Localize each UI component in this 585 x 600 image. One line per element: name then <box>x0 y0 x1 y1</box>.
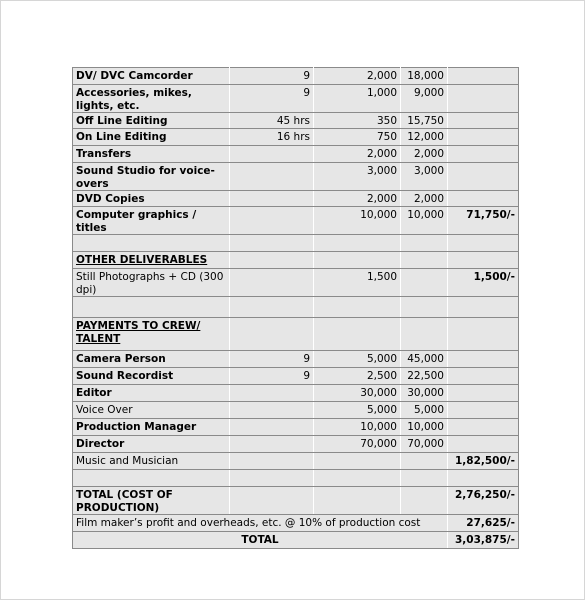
row-description: Sound Studio for voice-overs <box>73 163 230 191</box>
table-row <box>73 297 519 318</box>
row-rate: 5,000 <box>314 351 401 368</box>
row-rate: 1,000 <box>314 85 401 113</box>
row-amount: 9,000 <box>401 85 448 113</box>
row-total <box>448 68 519 85</box>
row-rate: 5,000 <box>314 402 401 419</box>
row-amount <box>401 235 448 252</box>
row-description: TOTAL (COST OF PRODUCTION) <box>73 487 230 515</box>
row-quantity <box>230 385 314 402</box>
table-row <box>73 68 519 85</box>
row-description: DV/ DVC Camcorder <box>73 68 230 85</box>
row-quantity: 9 <box>230 351 314 368</box>
row-rate: 3,000 <box>314 163 401 191</box>
row-total <box>448 318 519 351</box>
row-total <box>448 436 519 453</box>
row-amount: 22,500 <box>401 368 448 385</box>
table-row <box>73 235 519 252</box>
row-description: PAYMENTS TO CREW/ TALENT <box>73 318 230 351</box>
row-total: 1,82,500/- <box>448 453 519 470</box>
budget-table-body <box>73 68 519 515</box>
row-description <box>73 235 230 252</box>
row-rate <box>314 297 401 318</box>
row-quantity <box>230 402 314 419</box>
row-amount <box>401 269 448 297</box>
table-row <box>73 146 519 163</box>
row-quantity <box>230 453 314 470</box>
row-rate <box>314 453 401 470</box>
table-row <box>73 269 519 297</box>
row-quantity <box>230 252 314 269</box>
row-total <box>448 368 519 385</box>
row-quantity: 9 <box>230 368 314 385</box>
row-rate: 2,000 <box>314 191 401 207</box>
row-total <box>448 129 519 146</box>
row-amount: 30,000 <box>401 385 448 402</box>
row-description: Sound Recordist <box>73 368 230 385</box>
table-row <box>73 402 519 419</box>
row-amount: 5,000 <box>401 402 448 419</box>
row-total <box>448 419 519 436</box>
row-amount: 2,000 <box>401 191 448 207</box>
row-description <box>73 470 230 487</box>
row-rate: 2,000 <box>314 68 401 85</box>
row-quantity: 45 hrs <box>230 113 314 129</box>
row-quantity: 9 <box>230 85 314 113</box>
row-amount <box>401 252 448 269</box>
row-description: Transfers <box>73 146 230 163</box>
row-quantity: 9 <box>230 68 314 85</box>
row-rate: 10,000 <box>314 419 401 436</box>
row-total <box>448 351 519 368</box>
row-rate: 1,500 <box>314 269 401 297</box>
row-description: DVD Copies <box>73 191 230 207</box>
row-description: Director <box>73 436 230 453</box>
row-amount: 15,750 <box>401 113 448 129</box>
row-amount: 3,000 <box>401 163 448 191</box>
row-description <box>73 297 230 318</box>
row-rate <box>314 235 401 252</box>
row-rate: 30,000 <box>314 385 401 402</box>
row-total <box>448 146 519 163</box>
grand-total-label: TOTAL <box>73 532 448 549</box>
table-row <box>73 191 519 207</box>
row-total <box>448 402 519 419</box>
row-description: OTHER DELIVERABLES <box>73 252 230 269</box>
row-rate <box>314 487 401 515</box>
row-description: Editor <box>73 385 230 402</box>
budget-table <box>72 67 519 549</box>
row-total <box>448 191 519 207</box>
row-total: 2,76,250/- <box>448 487 519 515</box>
row-quantity <box>230 436 314 453</box>
table-row <box>73 129 519 146</box>
table-row <box>73 85 519 113</box>
row-rate: 70,000 <box>314 436 401 453</box>
row-rate: 2,500 <box>314 368 401 385</box>
row-amount <box>401 470 448 487</box>
row-total <box>448 85 519 113</box>
row-amount: 12,000 <box>401 129 448 146</box>
table-row <box>73 318 519 351</box>
row-rate: 10,000 <box>314 207 401 235</box>
table-row <box>73 113 519 129</box>
row-quantity <box>230 235 314 252</box>
budget-table-footer <box>73 515 519 549</box>
row-rate <box>314 470 401 487</box>
grand-total-value: 3,03,875/- <box>448 532 519 549</box>
table-row <box>73 419 519 436</box>
row-description: Off Line Editing <box>73 113 230 129</box>
row-quantity <box>230 297 314 318</box>
row-quantity: 16 hrs <box>230 129 314 146</box>
row-amount: 70,000 <box>401 436 448 453</box>
table-row <box>73 163 519 191</box>
table-row <box>73 487 519 515</box>
row-description: Camera Person <box>73 351 230 368</box>
table-row <box>73 252 519 269</box>
row-description: On Line Editing <box>73 129 230 146</box>
grand-total-row <box>73 532 519 549</box>
row-amount <box>401 453 448 470</box>
row-total: 1,500/- <box>448 269 519 297</box>
table-row <box>73 351 519 368</box>
row-total <box>448 297 519 318</box>
row-amount <box>401 318 448 351</box>
row-rate: 350 <box>314 113 401 129</box>
row-amount: 2,000 <box>401 146 448 163</box>
row-quantity <box>230 207 314 235</box>
row-rate: 750 <box>314 129 401 146</box>
profit-label: Film maker’s profit and overheads, etc. @ 10% of production cost <box>73 515 448 532</box>
row-total <box>448 235 519 252</box>
table-row <box>73 207 519 235</box>
table-row <box>73 385 519 402</box>
row-rate <box>314 318 401 351</box>
row-total <box>448 385 519 402</box>
profit-row <box>73 515 519 532</box>
row-amount: 10,000 <box>401 207 448 235</box>
row-quantity <box>230 318 314 351</box>
row-total: 71,750/- <box>448 207 519 235</box>
row-description: Music and Musician <box>73 453 230 470</box>
row-description: Still Photographs + CD (300 dpi) <box>73 269 230 297</box>
row-quantity <box>230 470 314 487</box>
row-quantity <box>230 191 314 207</box>
row-rate <box>314 252 401 269</box>
row-quantity <box>230 419 314 436</box>
row-quantity <box>230 146 314 163</box>
row-total <box>448 163 519 191</box>
row-amount: 45,000 <box>401 351 448 368</box>
row-total <box>448 113 519 129</box>
row-quantity <box>230 163 314 191</box>
table-row <box>73 470 519 487</box>
row-description: Computer graphics / titles <box>73 207 230 235</box>
row-quantity <box>230 487 314 515</box>
row-amount: 18,000 <box>401 68 448 85</box>
profit-total: 27,625/- <box>448 515 519 532</box>
row-total <box>448 470 519 487</box>
row-amount <box>401 297 448 318</box>
row-description: Voice Over <box>73 402 230 419</box>
table-row <box>73 453 519 470</box>
row-description: Accessories, mikes, lights, etc. <box>73 85 230 113</box>
row-amount: 10,000 <box>401 419 448 436</box>
table-row <box>73 368 519 385</box>
row-rate: 2,000 <box>314 146 401 163</box>
table-row <box>73 436 519 453</box>
row-description: Production Manager <box>73 419 230 436</box>
row-amount <box>401 487 448 515</box>
row-quantity <box>230 269 314 297</box>
row-total <box>448 252 519 269</box>
